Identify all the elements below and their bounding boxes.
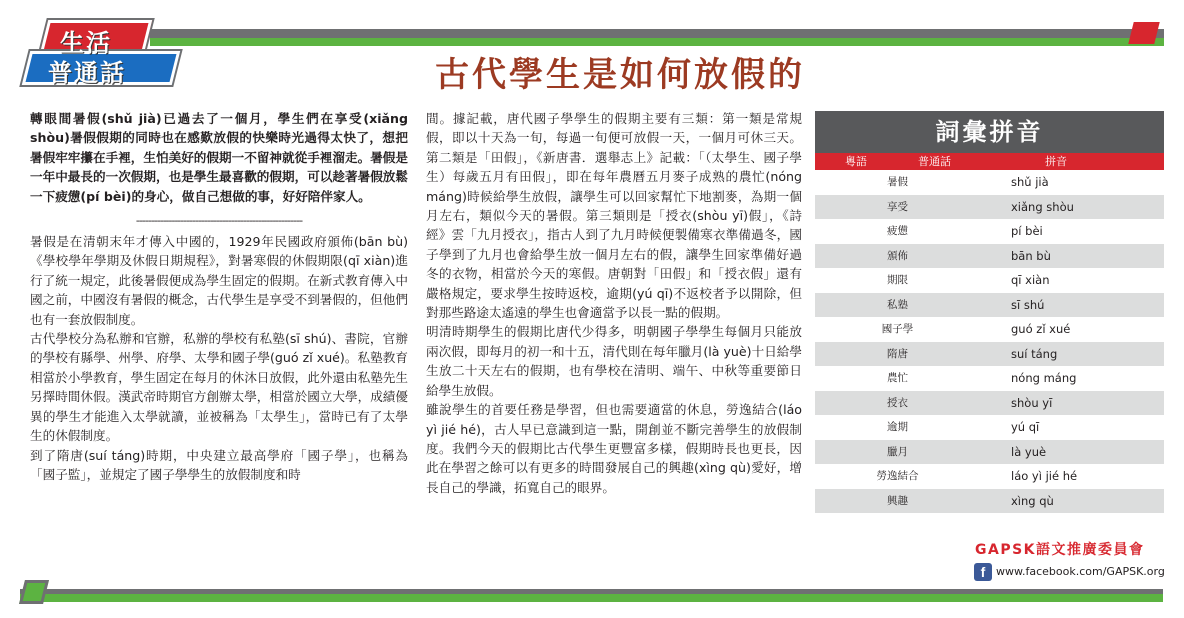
vocab-word: 疲憊 (887, 225, 908, 237)
vocab-word: 農忙 (887, 372, 908, 384)
vocab-row (815, 489, 1164, 514)
facebook-link[interactable]: www.facebook.com/GAPSK.org (996, 565, 1165, 578)
vocab-row (815, 170, 1164, 195)
vocab-row (815, 317, 1164, 342)
vocab-column-headers (815, 153, 1164, 170)
vocab-pinyin: láo yì jié hé (1011, 469, 1078, 483)
vocab-row (815, 415, 1164, 440)
vocab-row (815, 244, 1164, 269)
vocab-row (815, 219, 1164, 244)
vocab-pinyin: guó zǐ xué (1011, 322, 1071, 336)
vocab-pinyin: sī shú (1011, 297, 1045, 312)
vocab-row (815, 268, 1164, 293)
header-bar-green (150, 38, 1164, 46)
vocab-pinyin: shǔ jià (1011, 175, 1049, 189)
vocab-table (815, 111, 1164, 513)
vocab-word: 臘月 (887, 445, 908, 458)
vocab-pinyin: qī xiàn (1011, 273, 1050, 287)
article-paragraph: 古代學校分為私辦和官辦，私辦的學校有私塾(sī shú)、書院，官辦的學校有縣學、州學、府學、太學和國子學(guó zǐ xué)。私塾教育相當於小學教育，學生固定在每月的休沐日放假，此外還由私塾先生另擇時間休假。漢武帝時期官方創辦太學，相當於國立大學，成績優異的學生才能進入太學就讀，並被稱為「太學生」，當時已有了太學生的休假制度。 (30, 331, 408, 444)
header-corner-mark (1128, 22, 1159, 44)
vocab-col-pinyin: 拼音 (1045, 155, 1067, 168)
logo-line1: 生活 (60, 29, 112, 57)
vocab-word: 勞逸結合 (876, 470, 919, 482)
article-paragraph-continued: 間。據記載，唐代國子學學生的假期主要有三類：第一類是常規假，即以十天為一旬，每過一旬便可放假一天，一個月可休三天。第二類是「田假」，《新唐書．選舉志上》記載：「（太學生、國子學生）每歲五月有田假」，即在每年農曆五月麥子成熟的農忙(nóng máng)時候給學生放假，讓學生可以回家幫忙下地割麥，為期一個月左右，類似今天的暑假。第三類則是「授衣(shòu yī)假」，《詩經》雲「九月授衣」，指古人到了九月時候便製備寒衣準備過冬，國子學到了九月也會給學生放一個月左右的假，讓學生回家準備好過冬的衣物，相當於今天的寒假。唐朝對「田假」和「授衣假」還有嚴格規定，要求學生按時返校，逾期(yú qī)不返校者予以開除，但對那些路途太遙遠的學生也會適當予以長一點的假期。 (426, 111, 802, 321)
vocab-title: 詞彙拼音 (815, 111, 1164, 153)
article-column-1 (30, 109, 408, 484)
vocab-word: 授衣 (887, 396, 908, 409)
vocab-pinyin: nóng máng (1011, 371, 1077, 385)
vocab-pinyin: xìng qù (1011, 493, 1054, 508)
vocab-row (815, 366, 1164, 391)
vocab-pinyin: pí bèi (1011, 224, 1043, 238)
facebook-icon[interactable]: f (974, 563, 992, 581)
vocab-word: 私塾 (887, 298, 908, 311)
vocab-col-cantonese: 粵語 (845, 155, 867, 168)
article-paragraph: 到了隋唐(suí táng)時期，中央建立最高學府「國子學」，也稱為「國子監」，並規定了國子學學生的放假制度和時 (30, 447, 408, 482)
vocab-pinyin: shòu yī (1011, 395, 1053, 410)
vocab-rows (815, 170, 1164, 513)
vocab-row (815, 342, 1164, 367)
vocab-word: 國子學 (881, 323, 914, 335)
article-paragraph: 雖說學生的首要任務是學習，但也需要適當的休息，勞逸結合(láo yì jié hé)，古人早已意識到這一點，開創並不斷完善學生的放假制度。我們今天的假期比古代學生更豐富多樣，假期時長也更長，因此在學習之餘可以有更多的時間發展自己的興趣(xìng qù)愛好，增長自己的學識，拓寬自己的眼界。 (426, 402, 802, 495)
vocab-row (815, 440, 1164, 465)
article-column-2 (426, 109, 802, 497)
vocab-row (815, 391, 1164, 416)
footer-bar-green (20, 594, 1163, 602)
vocab-word: 享受 (887, 200, 908, 213)
vocab-word: 頒佈 (887, 249, 908, 262)
logo-line2: 普通話 (48, 59, 126, 87)
vocab-word: 暑假 (887, 176, 908, 188)
vocab-pinyin: yú qī (1011, 420, 1040, 434)
vocab-pinyin: bān bù (1011, 248, 1051, 263)
article-paragraph: 明清時期學生的假期比唐代少得多，明朝國子學學生每個月只能放兩次假，即每月的初一和十五，清代則在每年臘月(là yuè)十日給學生放二十天左右的假期，也有學校在清明、端午、中秋等重要節日給學生放假。 (426, 324, 802, 398)
organization-name: GAPSK語文推廣委員會 (975, 542, 1145, 558)
article-paragraph: 暑假是在清朝末年才傳入中國的，1929年民國政府頒佈(bān bù)《學校學年學期及休假日期規程》，對暑寒假的休假期限(qī xiàn)進行了統一規定，此後暑假便成為學生固定的假期。在新式教育傳入中國之前，中國沒有暑假的概念，古代學生是享受不到暑假的，但他們也有一套放假制度。 (30, 234, 408, 327)
vocab-row (815, 195, 1164, 220)
article-lead: 轉眼間暑假(shǔ jià)已過去了一個月，學生們在享受(xiǎng shòu)暑假假期的同時也在感歎放假的快樂時光過得太快了，想把暑假牢牢攥在手裡，生怕美好的假期一不留神就從手裡溜走。暑假是一年中最長的一次假期，也是學生最喜歡的假期，可以趁著暑假放鬆一下疲憊(pí bèi)的身心，做自己想做的事，好好陪伴家人。 (30, 111, 408, 204)
vocab-row (815, 293, 1164, 318)
vocab-pinyin: xiǎng shòu (1011, 199, 1074, 214)
vocab-pinyin: suí táng (1011, 346, 1058, 361)
vocab-row (815, 464, 1164, 489)
article-divider: -------------------------------------------------------- (135, 214, 303, 228)
page-title: 古代學生是如何放假的 (435, 55, 805, 95)
vocab-word: 逾期 (887, 421, 908, 433)
vocab-word: 興趣 (887, 494, 908, 507)
vocab-word: 期限 (887, 274, 908, 286)
vocab-word: 隋唐 (887, 347, 908, 360)
logo (26, 20, 186, 86)
vocab-col-putonghua: 普通話 (918, 155, 951, 168)
vocab-pinyin: là yuè (1011, 444, 1047, 459)
